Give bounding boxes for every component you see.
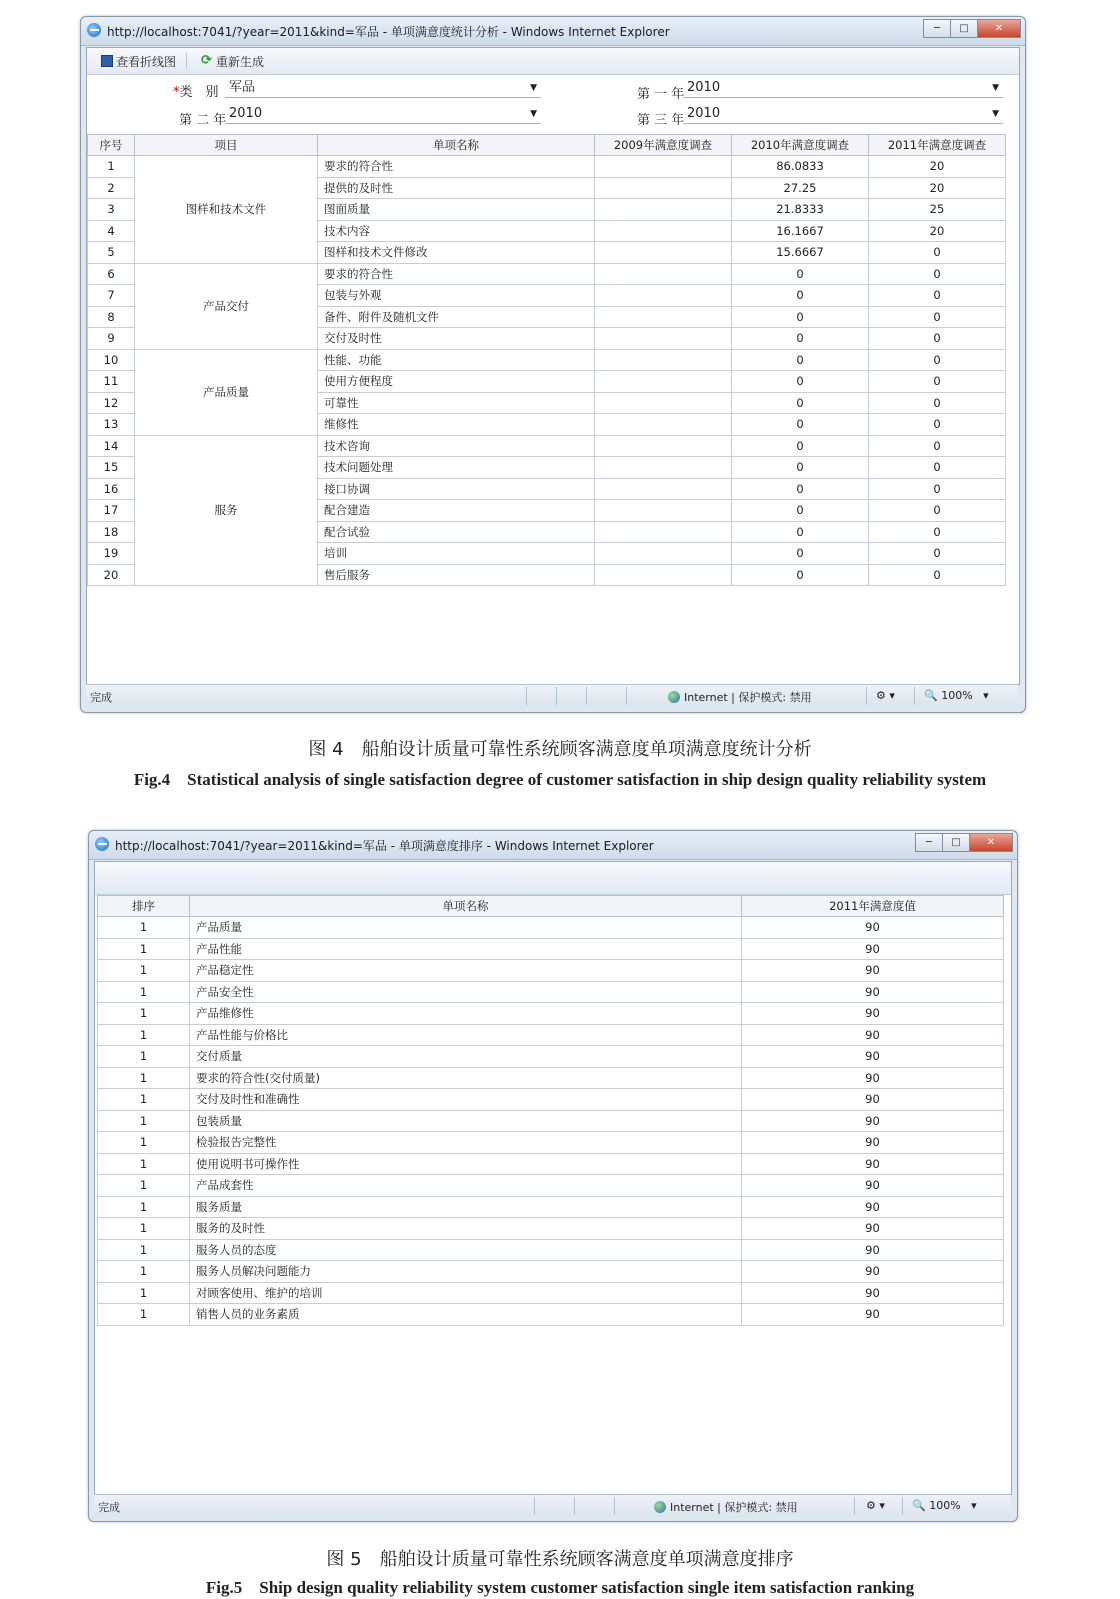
zoom-level[interactable]: 🔍 100% ▾ [924,689,989,702]
rank-cell: 1 [98,1304,190,1326]
security-zone[interactable] [668,689,812,705]
protected-mode-icon[interactable]: ⚙ ▾ [866,1499,885,1512]
score-2011-cell: 0 [869,414,1006,436]
fig5-window-controls [916,833,1013,852]
row-number-cell: 18 [88,521,135,543]
year3-select[interactable] [683,104,1003,124]
item-name-cell: 要求的符合性 [318,156,595,178]
item-name-cell: 使用方便程度 [318,371,595,393]
row-number-cell: 2 [88,177,135,199]
score-2010-cell: 27.25 [732,177,869,199]
item-name-cell: 产品稳定性 [190,960,742,982]
status-divider [586,687,587,705]
satisfaction-value-cell: 90 [742,1196,1004,1218]
score-2011-cell: 0 [869,392,1006,414]
score-2011-cell: 0 [869,371,1006,393]
satisfaction-value-cell: 90 [742,1218,1004,1240]
status-divider [854,1497,855,1515]
row-number-cell: 19 [88,543,135,565]
item-name-cell: 包装质量 [190,1110,742,1132]
satisfaction-value-cell: 90 [742,1175,1004,1197]
item-name-cell: 接口协调 [318,478,595,500]
table-row[interactable] [98,1089,1004,1111]
score-2010-cell: 0 [732,521,869,543]
row-number-cell: 10 [88,349,135,371]
security-zone-text: Internet | 保护模式: 禁用 [684,691,812,704]
score-2009-cell [595,414,732,436]
view-line-chart-label: 查看折线图 [116,54,177,69]
status-text: 完成 [90,691,112,704]
row-number-cell: 8 [88,306,135,328]
column-header[interactable]: 2009年满意度调查 [595,135,732,156]
score-2009-cell [595,177,732,199]
status-divider [866,687,867,705]
table-row[interactable] [98,938,1004,960]
row-number-cell: 7 [88,285,135,307]
item-name-cell: 对顾客使用、维护的培训 [190,1282,742,1304]
item-name-cell: 交付质量 [190,1046,742,1068]
fig4-satisfaction-table [87,134,1006,586]
row-number-cell: 9 [88,328,135,350]
status-divider [526,687,527,705]
satisfaction-value-cell: 90 [742,1239,1004,1261]
category-label-text: 类 别 [179,85,219,100]
column-header[interactable]: 排序 [98,896,190,917]
rank-cell: 1 [98,981,190,1003]
category-cell: 产品质量 [135,349,318,435]
item-name-cell: 使用说明书可操作性 [190,1153,742,1175]
globe-icon [654,1501,666,1513]
score-2009-cell [595,564,732,586]
close-button[interactable]: ✕ [977,19,1021,38]
fig4-window-controls [924,19,1021,38]
table-row[interactable] [98,1261,1004,1283]
table-row[interactable] [88,349,1006,371]
table-row[interactable] [88,156,1006,178]
item-name-cell: 销售人员的业务素质 [190,1304,742,1326]
score-2010-cell: 15.6667 [732,242,869,264]
item-name-cell: 技术内容 [318,220,595,242]
maximize-button[interactable]: □ [950,19,978,38]
item-name-cell: 服务人员的态度 [190,1239,742,1261]
fig5-ranking-table [97,895,1004,1326]
score-2009-cell [595,263,732,285]
table-row[interactable] [98,1046,1004,1068]
table-row[interactable] [98,1196,1004,1218]
item-name-cell: 产品性能 [190,938,742,960]
item-name-cell: 检验报告完整性 [190,1132,742,1154]
table-row[interactable] [98,1003,1004,1025]
score-2010-cell: 0 [732,371,869,393]
security-zone-text: Internet | 保护模式: 禁用 [670,1501,798,1514]
fig5-page-content [94,861,1012,1495]
table-row[interactable] [98,1153,1004,1175]
close-button[interactable]: ✕ [969,833,1013,852]
score-2010-cell: 86.0833 [732,156,869,178]
status-divider [574,1497,575,1515]
rank-cell: 1 [98,1089,190,1111]
satisfaction-value-cell: 90 [742,1067,1004,1089]
score-2010-cell: 0 [732,435,869,457]
column-header[interactable]: 单项名称 [318,135,595,156]
score-2010-cell: 0 [732,285,869,307]
fig5-toolbar [95,862,1011,895]
score-2011-cell: 0 [869,242,1006,264]
year2-select-value: 2010 [229,106,263,121]
table-row[interactable] [98,1304,1004,1326]
score-2010-cell: 0 [732,328,869,350]
row-number-cell: 1 [88,156,135,178]
item-name-cell: 备件、附件及随机文件 [318,306,595,328]
item-name-cell: 产品成套性 [190,1175,742,1197]
fig4-toolbar [87,48,1019,75]
row-number-cell: 4 [88,220,135,242]
year2-select[interactable] [225,104,541,124]
score-2011-cell: 0 [869,543,1006,565]
item-name-cell: 维修性 [318,414,595,436]
satisfaction-value-cell: 90 [742,960,1004,982]
item-name-cell: 培训 [318,543,595,565]
score-2011-cell: 25 [869,199,1006,221]
column-header[interactable]: 2011年满意度调查 [869,135,1006,156]
satisfaction-value-cell: 90 [742,917,1004,939]
rank-cell: 1 [98,1132,190,1154]
table-row[interactable] [98,1239,1004,1261]
table-row[interactable] [98,1132,1004,1154]
rank-cell: 1 [98,1110,190,1132]
satisfaction-value-cell: 90 [742,1153,1004,1175]
score-2009-cell [595,242,732,264]
score-2011-cell: 0 [869,457,1006,479]
score-2011-cell: 0 [869,349,1006,371]
item-name-cell: 服务的及时性 [190,1218,742,1240]
satisfaction-value-cell: 90 [742,938,1004,960]
rank-cell: 1 [98,1175,190,1197]
rank-cell: 1 [98,938,190,960]
fig5-caption-chinese: 图 5 船舶设计质量可靠性系统顾客满意度单项满意度排序 [326,1549,794,1570]
rank-cell: 1 [98,917,190,939]
item-name-cell: 要求的符合性 [318,263,595,285]
table-row[interactable] [98,1218,1004,1240]
status-divider [614,1497,615,1515]
regenerate-label: 重新生成 [216,54,265,69]
category-select-value: 军品 [229,80,256,95]
table-row[interactable] [98,960,1004,982]
table-row[interactable] [98,1110,1004,1132]
satisfaction-value-cell: 90 [742,1110,1004,1132]
score-2011-cell: 20 [869,156,1006,178]
item-name-cell: 交付及时性 [318,328,595,350]
fig4-window-title: http://localhost:7041/?year=2011&kind=军品 - 单项满意度统计分析 - Windows Internet Explorer [107,25,670,39]
ie-browser-icon [87,23,101,37]
status-divider [556,687,557,705]
maximize-button[interactable]: □ [942,833,970,852]
satisfaction-value-cell: 90 [742,981,1004,1003]
item-name-cell: 技术问题处理 [318,457,595,479]
rank-cell: 1 [98,960,190,982]
item-name-cell: 图样和技术文件修改 [318,242,595,264]
score-2010-cell: 21.8333 [732,199,869,221]
column-header[interactable]: 2011年满意度值 [742,896,1004,917]
table-row[interactable] [98,1067,1004,1089]
score-2009-cell [595,156,732,178]
score-2010-cell: 0 [732,478,869,500]
row-number-cell: 13 [88,414,135,436]
satisfaction-value-cell: 90 [742,1261,1004,1283]
score-2009-cell [595,199,732,221]
score-2009-cell [595,328,732,350]
score-2009-cell [595,371,732,393]
score-2010-cell: 0 [732,392,869,414]
zoom-level-text: 100% [929,1499,961,1512]
year1-label: 第 一 年 [637,87,685,102]
required-marker: * [173,85,180,100]
rank-cell: 1 [98,1218,190,1240]
fig5-status-bar [94,1494,1010,1517]
globe-icon [668,691,680,703]
row-number-cell: 15 [88,457,135,479]
minimize-button[interactable]: ─ [923,19,951,38]
item-name-cell: 产品性能与价格比 [190,1024,742,1046]
item-name-cell: 配合建造 [318,500,595,522]
table-row[interactable] [88,435,1006,457]
fig4-page-content [86,47,1020,685]
row-number-cell: 14 [88,435,135,457]
column-header[interactable]: 项目 [135,135,318,156]
score-2011-cell: 0 [869,435,1006,457]
fig4-title-bar [81,17,1025,46]
score-2011-cell: 0 [869,500,1006,522]
ie-browser-icon [95,837,109,851]
table-row[interactable] [98,981,1004,1003]
score-2010-cell: 0 [732,306,869,328]
row-number-cell: 6 [88,263,135,285]
score-2009-cell [595,285,732,307]
item-name-cell: 提供的及时性 [318,177,595,199]
item-name-cell: 交付及时性和准确性 [190,1089,742,1111]
item-name-cell: 图面质量 [318,199,595,221]
year3-select-value: 2010 [687,106,721,121]
rank-cell: 1 [98,1046,190,1068]
row-number-cell: 3 [88,199,135,221]
item-name-cell: 服务质量 [190,1196,742,1218]
score-2010-cell: 0 [732,263,869,285]
category-cell: 服务 [135,435,318,586]
row-number-cell: 11 [88,371,135,393]
fig4-caption-chinese: 图 4 船舶设计质量可靠性系统顾客满意度单项满意度统计分析 [308,739,812,760]
fig4-header-row [88,135,1006,156]
year2-label: 第 二 年 [179,113,227,128]
row-number-cell: 5 [88,242,135,264]
dropdown-arrow-icon: ▼ [530,109,537,119]
score-2011-cell: 0 [869,328,1006,350]
score-2011-cell: 0 [869,263,1006,285]
item-name-cell: 产品质量 [190,917,742,939]
score-2009-cell [595,220,732,242]
status-divider [626,687,627,705]
score-2011-cell: 20 [869,177,1006,199]
score-2011-cell: 0 [869,285,1006,307]
score-2010-cell: 0 [732,564,869,586]
year1-select[interactable] [683,78,1003,98]
category-label [173,81,219,100]
rank-cell: 1 [98,1261,190,1283]
score-2009-cell [595,435,732,457]
save-chart-icon [101,55,113,67]
zoom-level-text: 100% [941,689,973,702]
score-2010-cell: 0 [732,414,869,436]
rank-cell: 1 [98,1282,190,1304]
regenerate-button[interactable] [195,51,270,71]
category-select[interactable] [225,78,541,98]
dropdown-arrow-icon: ▼ [992,109,999,119]
score-2010-cell: 16.1667 [732,220,869,242]
rank-cell: 1 [98,1153,190,1175]
column-header[interactable]: 2010年满意度调查 [732,135,869,156]
rank-cell: 1 [98,1239,190,1261]
score-2011-cell: 0 [869,564,1006,586]
satisfaction-value-cell: 90 [742,1046,1004,1068]
row-number-cell: 12 [88,392,135,414]
item-name-cell: 售后服务 [318,564,595,586]
satisfaction-value-cell: 90 [742,1024,1004,1046]
fig4-status-bar [86,684,1018,707]
status-divider [534,1497,535,1515]
score-2009-cell [595,521,732,543]
row-number-cell: 17 [88,500,135,522]
rank-cell: 1 [98,1067,190,1089]
fig4-browser-window [80,16,1026,713]
minimize-button[interactable]: ─ [915,833,943,852]
score-2010-cell: 0 [732,457,869,479]
rank-cell: 1 [98,1003,190,1025]
dropdown-arrow-icon: ▼ [992,83,999,93]
score-2009-cell [595,392,732,414]
score-2009-cell [595,306,732,328]
table-row[interactable] [98,917,1004,939]
year1-select-value: 2010 [687,80,721,95]
item-name-cell: 产品安全性 [190,981,742,1003]
category-cell: 产品交付 [135,263,318,349]
fig5-header-row [98,896,1004,917]
fig5-browser-window [88,830,1018,1522]
score-2011-cell: 20 [869,220,1006,242]
status-text: 完成 [98,1501,120,1514]
score-2009-cell [595,349,732,371]
table-row[interactable] [88,263,1006,285]
item-name-cell: 性能、功能 [318,349,595,371]
satisfaction-value-cell: 90 [742,1089,1004,1111]
score-2010-cell: 0 [732,349,869,371]
satisfaction-value-cell: 90 [742,1304,1004,1326]
item-name-cell: 配合试验 [318,521,595,543]
item-name-cell: 包装与外观 [318,285,595,307]
protected-mode-icon[interactable]: ⚙ ▾ [876,689,895,702]
item-name-cell: 要求的符合性(交付质量) [190,1067,742,1089]
table-row[interactable] [98,1282,1004,1304]
column-header[interactable]: 单项名称 [190,896,742,917]
rank-cell: 1 [98,1196,190,1218]
status-divider [914,687,915,705]
category-cell: 图样和技术文件 [135,156,318,264]
score-2009-cell [595,543,732,565]
satisfaction-value-cell: 90 [742,1132,1004,1154]
score-2010-cell: 0 [732,543,869,565]
item-name-cell: 服务人员解决问题能力 [190,1261,742,1283]
fig4-caption-english: Fig.4 Statistical analysis of single satisfaction degree of customer satisfaction in ship design quality reliability system [133,770,987,789]
fig5-window-title: http://localhost:7041/?year=2011&kind=军品 - 单项满意度排序 - Windows Internet Explorer [115,839,654,853]
item-name-cell: 产品维修性 [190,1003,742,1025]
dropdown-arrow-icon: ▼ [530,83,537,93]
item-name-cell: 可靠性 [318,392,595,414]
score-2009-cell [595,457,732,479]
security-zone[interactable] [654,1499,798,1515]
column-header[interactable]: 序号 [88,135,135,156]
zoom-level[interactable]: 🔍 100% ▾ [912,1499,977,1512]
refresh-icon: ⟳ [201,53,212,68]
fig5-caption-english: Fig.5 Ship design quality reliability system customer satisfaction single item satisfaction ranking [205,1578,915,1597]
satisfaction-value-cell: 90 [742,1003,1004,1025]
item-name-cell: 技术咨询 [318,435,595,457]
score-2009-cell [595,500,732,522]
row-number-cell: 20 [88,564,135,586]
table-row[interactable] [98,1175,1004,1197]
score-2010-cell: 0 [732,500,869,522]
table-row[interactable] [98,1024,1004,1046]
satisfaction-value-cell: 90 [742,1282,1004,1304]
score-2011-cell: 0 [869,521,1006,543]
status-divider [902,1497,903,1515]
score-2011-cell: 0 [869,478,1006,500]
score-2011-cell: 0 [869,306,1006,328]
fig5-title-bar [89,831,1017,860]
row-number-cell: 16 [88,478,135,500]
year3-label: 第 三 年 [637,113,685,128]
view-line-chart-button[interactable] [95,51,182,71]
score-2009-cell [595,478,732,500]
rank-cell: 1 [98,1024,190,1046]
toolbar-separator [186,53,187,69]
